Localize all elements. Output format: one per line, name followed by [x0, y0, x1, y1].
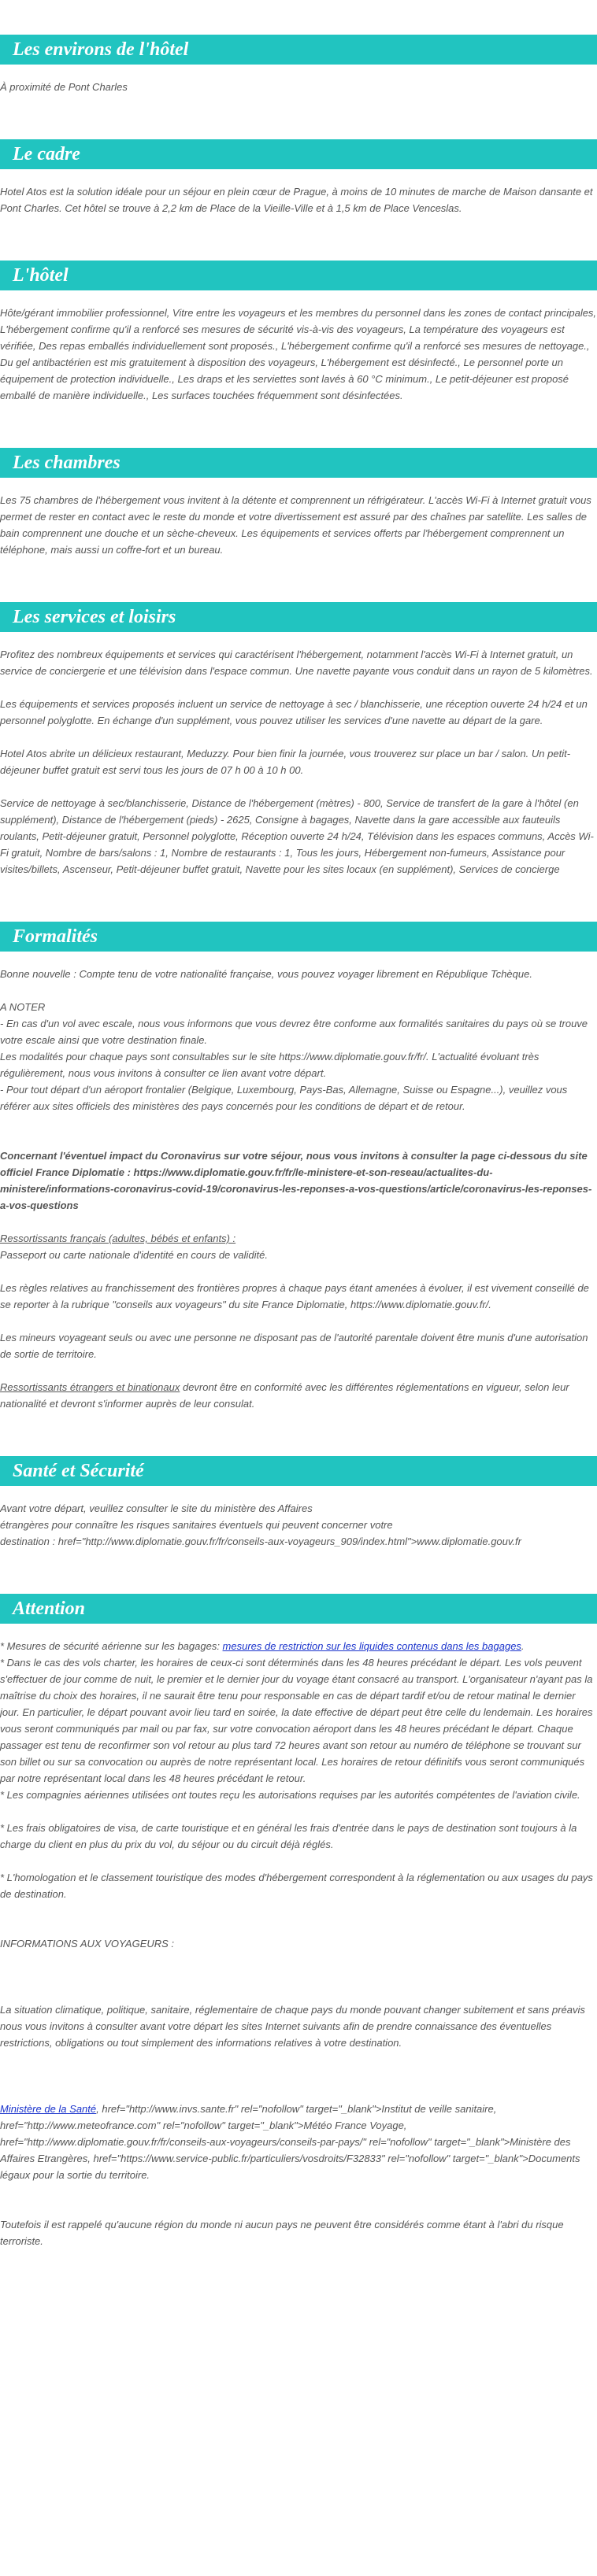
ressortissants-etrangers-paragraph — [0, 1379, 597, 1412]
attention-paragraph: * Dans le cas des vols charter, les horaires de ceux-ci sont déterminés dans les 48 heures précédant le départ. Les vols peuvent s'effectuer de jour comme de nuit, le premier et le dernier jour du voyage étant consacré au transport. L'organisateur n'ayant pas la maîtrise du choix des horaires, il ne saurait être tenu pour responsable en cas de départ tardif et/ou de retour matinal le dernier jour. En particulier, le départ pouvant avoir lieu tard en soirée, la date effective de départ peut être celle du lendemain. Les horaires vous seront communiqués par mail ou par fax, sur votre convocation aéroport dans les 48 heures précédant le départ. Chaque passager est tenu de reconfirmer son vol retour au plus tard 72 heures avant son retour au numéro de téléphone se trouvant sur son billet ou sur sa convocation ou auprès de notre représentant local. Les horaires de retour définitifs vous seront communiqués par notre représentant local dans les 48 heures précédant le retour. — [0, 1657, 593, 1784]
section-title: Les environs de l'hôtel — [0, 35, 597, 65]
section-services — [0, 602, 597, 878]
section-title: L'hôtel — [0, 261, 597, 290]
section-body — [0, 492, 597, 558]
section-title: Formalités — [0, 922, 597, 952]
section-sante — [0, 1456, 597, 1550]
section-title: Santé et Sécurité — [0, 1456, 597, 1486]
attention-paragraph: * Les frais obligatoires de visa, de carte touristique et en général les frais d'entrée dans le pays de destination sont toujours à la charge du client en plus du prix du vol, du séjour ou du circuit déjà réglés. — [0, 1822, 577, 1850]
ressortissants-francais-label: Ressortissants français (adultes, bébés et enfants) : — [0, 1233, 236, 1244]
section-body — [0, 1638, 597, 2249]
formalites-paragraph: Les mineurs voyageant seuls ou avec une personne ne disposant pas de l'autorité parentale doivent être munis d'une autorisation de sortie de territoire. — [0, 1332, 588, 1360]
formalites-paragraph: - Pour tout départ d'un aéroport frontalier (Belgique, Luxembourg, Pays-Bas, Allemagne, Suisse ou Espagne...), veuillez vous référer aux sites officiels des ministères des pays concernés pour les conditions de départ et de retour. — [0, 1084, 568, 1112]
environs-text: À proximité de Pont Charles — [0, 81, 128, 93]
section-title: Les services et loisirs — [0, 602, 597, 632]
sante-line: destination : href="http://www.diplomatie.gouv.fr/fr/conseils-aux-voyageurs_909/index.html">www.diplomatie.gouv.fr — [0, 1536, 521, 1547]
ressortissants-etrangers-text: devront être en conformité avec les différentes réglementations en vigueur, selon leur nationalité et devront s'informer auprès de leur consulat. — [0, 1381, 569, 1410]
formalites-paragraph: Les règles relatives au franchissement des frontières propres à chaque pays étant amenées à évoluer, il est vivement conseillé de se reporter à la rubrique "conseils aux voyageurs" du site France Diplomatie, https://www.diplomatie.gouv.fr/. — [0, 1282, 589, 1310]
section-hotel — [0, 261, 597, 404]
attention-paragraph: * L'homologation et le classement touristique des modes d'hébergement correspondent à la réglementation ou aux usages du pays de destination. — [0, 1872, 593, 1900]
coronavirus-notice: Concernant l'éventuel impact du Coronavirus sur votre séjour, nous vous invitons à consulter la page ci-dessous du site officiel France Diplomatie : https://www.diplomatie.gouv.fr/fr/le-ministere-et-son-reseau/actualites-du-ministere/informations-coronavirus-covid-19/coronavirus-les-reponses-a-vos-questions/article/coronavirus-les-reponses-a-vos-questions — [0, 1150, 592, 1211]
section-formalites — [0, 922, 597, 1412]
informations-voyageurs-label: INFORMATIONS AUX VOYAGEURS : — [0, 1938, 175, 1950]
sante-line: étrangères pour connaître les risques sanitaires éventuels qui peuvent concerner votre — [0, 1519, 393, 1531]
services-paragraph: Service de nettoyage à sec/blanchisserie, Distance de l'hébergement (mètres) - 800, Service de transfert de la gare à l'hôtel (en supplément), Distance de l'hébergement (pieds) - 2625, Consigne à bagages, Navette dans la gare accessible aux fauteuils roulants, Petit-déjeuner gratuit, Personnel polyglotte, Réception ouverte 24 h/24, Télévision dans les espaces communs, Accès Wi-Fi gratuit, Nombre de bars/salons : 1, Nombre de restaurants : 1, Tous les jours, Hébergement non-fumeurs, Assistance pour visites/billets, Ascenseur, Petit-déjeuner buffet gratuit, Navette pour les sites locaux (en supplément), Services de concierge — [0, 797, 594, 875]
ressortissants-etrangers-label: Ressortissants étrangers et binationaux — [0, 1381, 180, 1393]
attention-paragraph: Toutefois il est rappelé qu'aucune région du monde ni aucun pays ne peuvent être considérés comme étant à l'abri du risque terroriste. — [0, 2219, 564, 2247]
section-body — [0, 1500, 597, 1550]
attention-paragraph: nous vous invitons à consulter avant votre départ les sites Internet suivants afin de prendre connaissance des éventuelles restrictions, obligations ou tout simplement des informations relatives à votre destination. — [0, 2020, 552, 2049]
attention-bagages — [0, 1638, 597, 1654]
section-body — [0, 305, 597, 404]
liquids-restriction-link[interactable]: mesures de restriction sur les liquides contenus dans les bagages — [222, 1640, 521, 1652]
section-body — [0, 646, 597, 878]
sante-line: Avant votre départ, veuillez consulter le site du ministère des Affaires — [0, 1502, 313, 1514]
hotel-text: Hôte/gérant immobilier professionnel, Vitre entre les voyageurs et les membres du personnel dans les zones de contact principales, L'hébergement confirme qu'il a renforcé ses mesures de sécurité vis-à-vis des voyageurs, La température des voyageurs est vérifiée, Des repas emballés individuellement sont proposés., L'hébergement confirme qu'il a renforcé ses mesures de nettoyage., Du gel antibactérien est mis gratuitement à disposition des voyageurs, L'hébergement est désinfecté., Le personnel porte un équipement de protection individuelle., Les draps et les serviettes sont lavés à 60 °C minimum., Le petit-déjeuner est proposé emballé de manière individuelle., Les surfaces touchées fréquemment sont désinfectées. — [0, 307, 597, 401]
formalites-paragraph: - En cas d'un vol avec escale, nous vous informons que vous devrez être conforme aux formalités sanitaires du pays où se trouve votre escale ainsi que votre destination finale. — [0, 1018, 588, 1046]
attention-paragraph: * Les compagnies aériennes utilisées ont toutes reçu les autorisations requises par les autorités compétentes de l'aviation civile. — [0, 1789, 580, 1801]
attention-bagages-text: * Mesures de sécurité aérienne sur les bagages: — [0, 1640, 223, 1652]
formalites-paragraph: Bonne nouvelle : Compte tenu de votre nationalité française, vous pouvez voyager librement en République Tchèque. — [0, 968, 532, 980]
section-cadre — [0, 139, 597, 216]
services-paragraph: Profitez des nombreux équipements et services qui caractérisent l'hébergement, notamment l'accès Wi-Fi à Internet gratuit, un service de conciergerie et une télévision dans l'espace commun. Une navette payante vous conduit dans un rayon de 5 kilomètres. — [0, 649, 593, 677]
attention-paragraph: La situation climatique, politique, sanitaire, réglementaire de chaque pays du monde pouvant changer subitement et sans préavis — [0, 2004, 585, 2016]
section-body — [0, 183, 597, 216]
section-body — [0, 79, 597, 95]
attention-links-paragraph — [0, 2101, 597, 2183]
ministere-sante-link[interactable]: Ministère de la Santé — [0, 2103, 97, 2115]
formalites-paragraph: Passeport ou carte nationale d'identité en cours de validité. — [0, 1249, 268, 1261]
ressortissants-francais-title — [0, 1230, 597, 1247]
attention-bagages-end: . — [521, 1640, 525, 1652]
services-paragraph: Hotel Atos abrite un délicieux restaurant, Meduzzy. Pour bien finir la journée, vous trouverez sur place un bar / salon. Un petit-déjeuner buffet gratuit est servi tous les jours de 07 h 00 à 10 h 00. — [0, 748, 571, 776]
section-body — [0, 966, 597, 1412]
section-title: Les chambres — [0, 448, 597, 478]
cadre-text: Hotel Atos est la solution idéale pour un séjour en plein cœur de Prague, à moins de 10 minutes de marche de Maison dansante et Pont Charles. Cet hôtel se trouve à 2,2 km de Place de la Vieille-Ville et à 1,5 km de Place Venceslas. — [0, 186, 593, 214]
a-noter-label: A NOTER — [0, 1001, 46, 1013]
attention-links-text: , href="http://www.invs.sante.fr" rel="nofollow" target="_blank">Institut de veille sanitaire, href="http://www.meteofrance.com" rel="nofollow" target="_blank">Météo France Voyage, href="http://www.diplomatie.gouv.fr/fr/conseils-aux-voyageurs/conseils-par-pays/" rel="nofollow" target="_blank">Ministère des Affaires Etrangères, href="https://www.service-public.fr/particuliers/vosdroits/F32833" rel="nofollow" target="_blank">Documents légaux pour la sortie du territoire. — [0, 2103, 580, 2181]
chambres-text: Les 75 chambres de l'hébergement vous invitent à la détente et comprennent un réfrigérateur. L'accès Wi-Fi à Internet gratuit vous permet de rester en contact avec le reste du monde et votre divertissement est assuré par des chaînes par satellite. Les salles de bain comprennent une douche et un sèche-cheveux. Les équipements et services offerts par l'hébergement comprennent un téléphone, mais aussi un coffre-fort et un bureau. — [0, 494, 591, 556]
section-attention — [0, 1594, 597, 2249]
section-chambres — [0, 448, 597, 558]
formalites-paragraph: Les modalités pour chaque pays sont consultables sur le site https://www.diplomatie.gouv.fr/fr/. L'actualité évoluant très régulièrement, nous vous invitons à consulter ce lien avant votre départ. — [0, 1051, 540, 1079]
section-title: Attention — [0, 1594, 597, 1624]
services-paragraph: Les équipements et services proposés incluent un service de nettoyage à sec / blanchisserie, une réception ouverte 24 h/24 et un personnel polyglotte. En échange d'un supplément, vous pouvez utiliser les services d'une navette au départ de la gare. — [0, 698, 588, 726]
section-title: Le cadre — [0, 139, 597, 169]
section-environs — [0, 35, 597, 95]
